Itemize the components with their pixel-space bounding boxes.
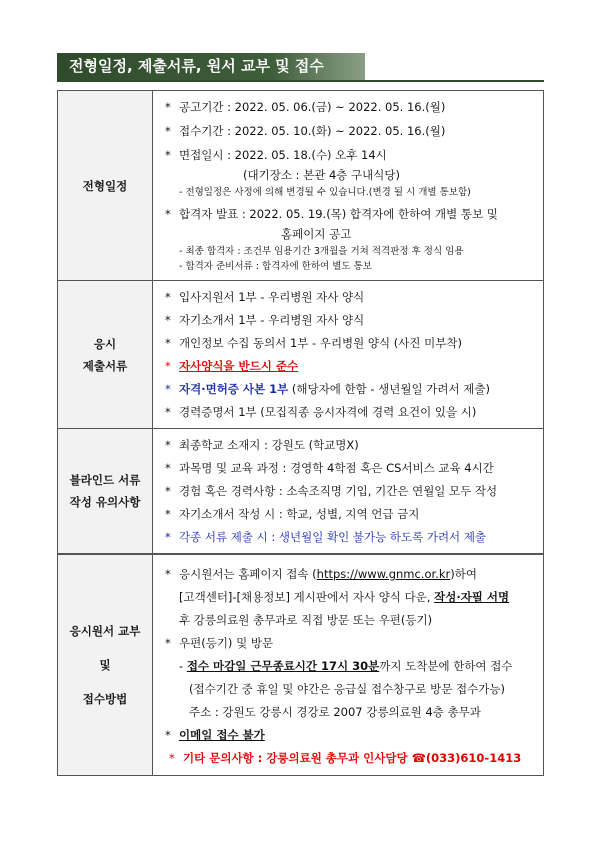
documents-cell: * 입사지원서 1부 - 우리병원 자사 양식 * 자기소개서 1부 - 우리병원 자사 양식 * 개인정보 수집 동의서 1부 - 우리병원 양식 (사진 미부착) * 자사양식을 반드시 준수 * 자격·면허증 사본 1부 (해당자에 한함 - 생년월일 가려서 제출) * 경력증명서 1부 (모집직종 응시자격에 경력 요건이 있을 시) <box>153 281 544 429</box>
table-row <box>58 555 544 776</box>
contact-info: 기타 문의사항 : 강릉의료원 총무과 인사담당 ☎(033)610-1413 <box>183 751 522 765</box>
homepage-link[interactable]: https://www.gnmc.or.kr <box>316 567 451 581</box>
announce-line-2: 홈페이지 공고 <box>281 227 352 241</box>
doc-item-warning: 자사양식을 반드시 준수 <box>179 359 299 373</box>
doc-item: 자기소개서 1부 - 우리병원 자사 양식 <box>179 313 365 327</box>
address: 주소 : 강원도 강릉시 경강로 2007 강릉의료원 4층 총무과 <box>189 705 481 719</box>
blind-item: 과목명 및 교육 과정 : 경영학 4학점 혹은 CS서비스 교육 4시간 <box>179 461 494 475</box>
blind-item-highlight: 각종 서류 제출 시 : 생년월일 확인 불가능 하도록 가려서 제출 <box>179 530 487 544</box>
announce-note-1: - 최종 합격자 : 조건부 임용기간 3개월을 거쳐 적격판정 후 정식 임용 <box>179 246 464 257</box>
blind-item: 자기소개서 작성 시 : 학교, 성별, 지역 언급 금지 <box>179 507 420 521</box>
blind-item: 최종학교 소재지 : 강원도 (학교명X) <box>179 438 359 452</box>
doc-item: 경력증명서 1부 (모집직종 응시자격에 경력 요건이 있을 시) <box>179 405 477 419</box>
doc-item-license: 자격·면허증 사본 1부 <box>179 382 289 396</box>
receipt-period: 접수기간 : 2022. 05. 10.(화) ~ 2022. 05. 16.(월) <box>179 124 446 138</box>
row-header-documents: 응시 제출서류 <box>58 281 153 429</box>
doc-item: 입사지원서 1부 - 우리병원 자사 양식 <box>179 290 365 304</box>
interview-note: - 전형일정은 사정에 의해 변경될 수 있습니다.(변경 될 시 개별 통보함) <box>179 187 471 198</box>
mail-visit: 우편(등기) 및 방문 <box>179 636 274 650</box>
row-header-blind: 블라인드 서류 작성 유의사항 <box>58 429 153 554</box>
row-header-application: 응시원서 교부 및 접수방법 <box>58 555 153 776</box>
section-title: 전형일정, 제출서류, 원서 교부 및 접수 <box>57 53 365 80</box>
table-row <box>58 91 544 281</box>
interview-place: (대기장소 : 본관 4층 구내식당) <box>243 168 400 182</box>
title-underline <box>57 80 544 82</box>
announce-line-1: 합격자 발표 : 2022. 05. 19.(목) 합격자에 한하여 개별 통보 및 <box>179 207 498 221</box>
deadline-note: 접수 마감일 근무종료시간 17시 30분 <box>186 659 380 673</box>
application-table <box>57 554 544 776</box>
signature-note: 작성·자필 서명 <box>434 590 510 604</box>
announce-note-2: - 합격자 준비서류 : 합격자에 한하여 별도 통보 <box>179 261 372 272</box>
notice-period: 공고기간 : 2022. 05. 06.(금) ~ 2022. 05. 16.(월) <box>179 100 446 114</box>
blind-item: 경험 혹은 경력사항 : 소속조직명 기입, 기간은 연월일 모두 작성 <box>179 484 498 498</box>
schedule-table <box>57 90 544 554</box>
application-cell: * 응시원서는 홈페이지 접속 (https://www.gnmc.or.kr)하여 [고객센터]-[채용정보] 게시판에서 자사 양식 다운, 작성·자필 서명 후 강릉의료원 총무과로 직접 방문 또는 우편(등기) * 우편(등기) 및 방문 - 접수 마감일 근무종료시간 17시 30분까지 도착분에 한하여 접수 (접수기간 중 휴일 및 야간은 응급실 접수창구로 방문 접수가능) 주소 : 강원도 강릉시 경강로 2007 강릉의료원 4층 총무과 * 이메일 접수 불가 * 기타 문의사항 : 강릉의료원 총무과 인사담당 ☎(033)610-1413 <box>153 555 544 776</box>
doc-item: 개인정보 수집 동의서 1부 - 우리병원 양식 (사진 미부착) <box>179 336 462 350</box>
no-email-note: 이메일 접수 불가 <box>179 728 265 742</box>
table-row <box>58 429 544 554</box>
blind-cell: * 최종학교 소재지 : 강원도 (학교명X) * 과목명 및 교육 과정 : 경영학 4학점 혹은 CS서비스 교육 4시간 * 경험 혹은 경력사항 : 소속조직명 기입, 기간은 연월일 모두 작성 * 자기소개서 작성 시 : 학교, 성별, 지역 언급 금지 * 각종 서류 제출 시 : 생년월일 확인 불가능 하도록 가려서 제출 <box>153 429 544 554</box>
row-header-schedule: 전형일정 <box>58 91 153 281</box>
table-row <box>58 281 544 429</box>
schedule-cell: * 공고기간 : 2022. 05. 06.(금) ~ 2022. 05. 16.(월) * 접수기간 : 2022. 05. 10.(화) ~ 2022. 05. 16.(월) * 면접일시 : 2022. 05. 18.(수) 오후 14시 (대기장소 : 본관 4층 구내식당) - 전형일정은 사정에 의해 변경될 수 있습니다.(변경 될 시 개별 통보함) * 합격자 발표 : 2022. 05. 19.(목) 합격자에 한하여 개별 통보 및 홈페이지 공고 - 최종 합격자 : 조건부 임용기간 3개월을 거쳐 적격판정 후 정식 임용 - 합격자 준비서류 : 합격자에 한하여 별도 통보 <box>153 91 544 281</box>
interview-datetime: 면접일시 : 2022. 05. 18.(수) 오후 14시 <box>179 148 387 162</box>
